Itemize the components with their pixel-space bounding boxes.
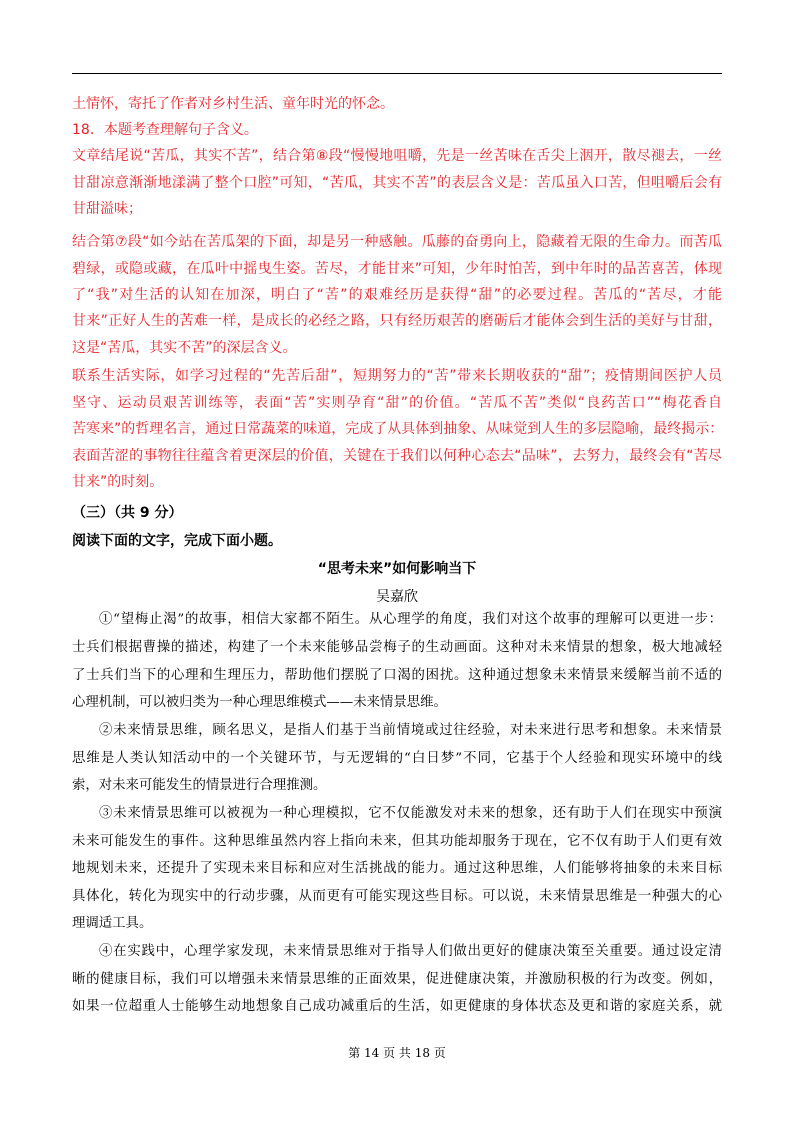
answer-line: 结合第⑦段“如今站在苦瓜架的下面，却是另一种感触。瓜藤的奋勇向上，隐藏着无限的生命力。而苦瓜	[72, 234, 722, 250]
answer-line: 了“我”对生活的认知在加深，明白了“苦”的艰难经历是获得“甜”的必要过程。苦瓜的“苦尽，才能	[72, 287, 722, 303]
answer-line: 甘甜凉意渐渐地漾满了整个口腔”可知，“苦瓜，其实不苦”的表层含义是：苦瓜虽入口苦，但咀嚼后会有	[72, 175, 722, 191]
answer-line: 苦寒来”的哲理名言，通过日常蔬菜的味道，完成了从具体到抽象、从味觉到人生的多层隐喻，最终揭示：	[72, 421, 724, 437]
article-line: 士兵们根据曹操的描述，构建了一个未来能够品尝梅子的生动画面。这种对未来情景的想象，极大地减轻	[72, 640, 722, 655]
article-author: 吴嘉欣	[376, 589, 418, 605]
header-rule	[72, 73, 722, 74]
section-instruction: 阅读下面的文字，完成下面小题。	[72, 533, 282, 549]
article-line: 晰的健康目标，我们可以增强未来情景思维的正面效果，促进健康决策，并激励积极的行为改变。例如，	[72, 972, 722, 987]
article-line: 未来可能发生的事件。这种思维虽然内容上指向未来，但其功能却服务于现在，它不仅有助于人们更有效	[72, 834, 722, 849]
article-line: ③未来情景思维可以被视为一种心理模拟，它不仅能激发对未来的想象，还有助于人们在现实中预演	[99, 806, 722, 821]
answer-line: 这是“苦瓜，其实不苦”的深层含义。	[72, 340, 297, 356]
answer-line: 表面苦涩的事物往往蕴含着更深层的价值，关键在于我们以何种心态去“品味”，去努力，最终会有“苦尽	[72, 448, 722, 464]
answer-line: 甘来”的时刻。	[72, 474, 164, 490]
answer-line: 坚守、运动员艰苦训练等，表面“苦”实则孕育“甜”的价值。“苦瓜不苦”类似“良药苦口”“梅花香自	[72, 395, 722, 411]
answer-line: 甘来”正好人生的苦难一样，是成长的必经之路，只有经历艰苦的磨砺后才能体会到生活的美好与甘甜，	[72, 313, 722, 329]
article-line: 索，对未来可能发生的情景进行合理推测。	[72, 778, 327, 793]
answer-line: 18．本题考查理解句子含义。	[72, 122, 258, 138]
article-line: 如果一位超重人士能够生动地想象自己成功减重后的生活，如更健康的身体状态及更和谐的家庭关系，就	[72, 999, 722, 1014]
article-line: 具体化，转化为现实中的行动步骤，从而更有可能实现这些目标。可以说，未来情景思维是一种强大的心	[72, 889, 722, 904]
page-number: 第 14 页 共 18 页	[348, 1046, 446, 1060]
article-line: 了士兵们当下的心理和生理压力，帮助他们摆脱了口渴的困扰。这种通过想象未来情景来缓解当前不适的	[72, 668, 722, 683]
answer-line: 甘甜溢味；	[72, 201, 142, 217]
answer-line: 土情怀，寄托了作者对乡村生活、童年时光的怀念。	[72, 96, 394, 112]
article-line: 思维是人类认知活动中的一个关键环节，与无逻辑的“白日梦”不同，它基于个人经验和现实环境中的线	[72, 751, 722, 766]
answer-line: 文章结尾说“苦瓜，其实不苦”，结合第⑧段“慢慢地咀嚼，先是一丝苦味在舌尖上洇开，散尽褪去，一丝	[72, 148, 722, 164]
section-heading: （三）（共 9 分）	[72, 505, 183, 521]
article-line: 地规划未来，还提升了实现未来目标和应对生活挑战的能力。通过这种思维，人们能够将抽象的未来目标	[72, 861, 722, 876]
article-line: ①“望梅止渴”的故事，相信大家都不陌生。从心理学的角度，我们对这个故事的理解可以更进一步：	[99, 612, 722, 627]
article-line: 心理机制，可以被归类为一种心理思维模式——未来情景思维。	[72, 695, 447, 710]
article-line: 理调适工具。	[72, 916, 153, 931]
answer-line: 联系生活实际，如学习过程的“先苦后甜”，短期努力的“苦”带来长期收获的“甜”；疫情期间医护人员	[72, 368, 722, 384]
article-title: “思考未来”如何影响当下	[317, 561, 477, 577]
article-line: ④在实践中，心理学家发现，未来情景思维对于指导人们做出更好的健康决策至关重要。通过设定清	[99, 944, 722, 959]
article-line: ②未来情景思维，顾名思义，是指人们基于当前情境或过往经验，对未来进行思考和想象。未来情景	[99, 723, 722, 738]
answer-line: 碧绿，或隐或藏，在瓜叶中摇曳生姿。苦尽，才能甘来”可知，少年时怕苦，到中年时的品苦喜苦，体现	[72, 261, 722, 277]
